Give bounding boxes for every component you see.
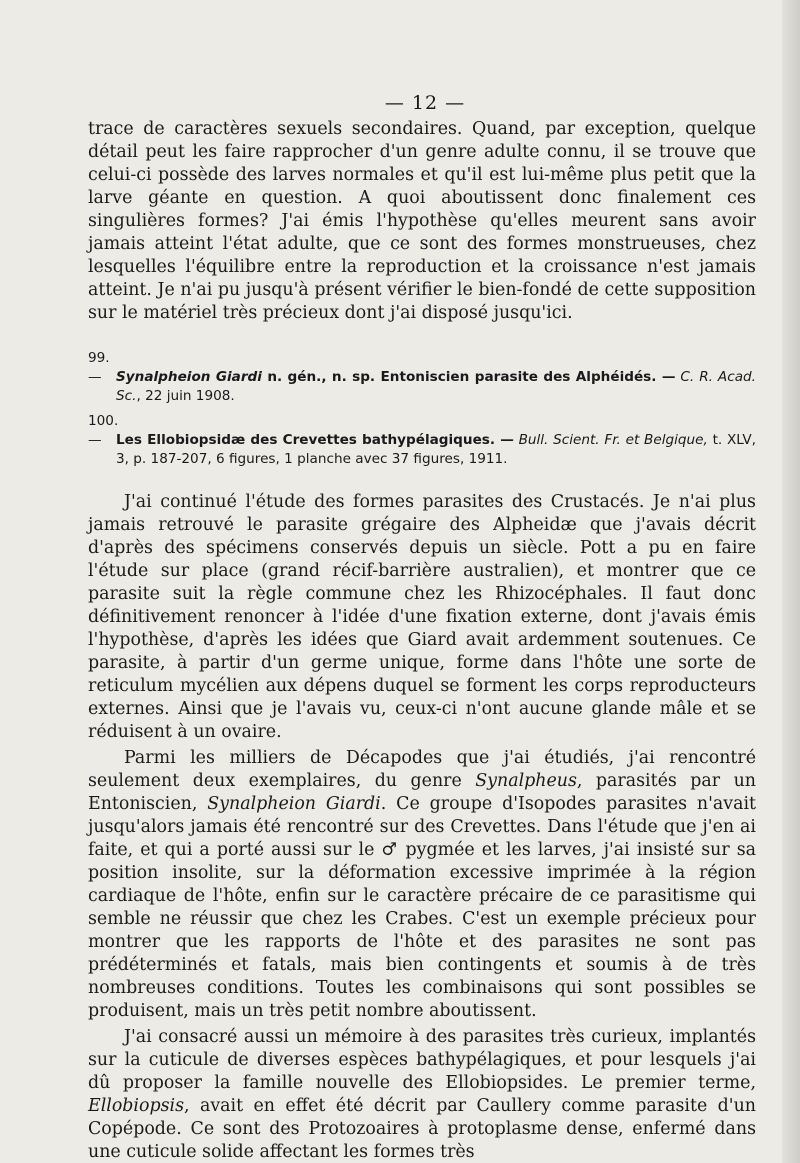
- reference-title: n. gén., n. sp. Entoniscien parasite des Alphéidés. —: [261, 369, 676, 385]
- reference-number: 100. —: [88, 413, 119, 448]
- reference-number: 99. —: [88, 350, 110, 385]
- paragraph-entoniscien: [88, 747, 756, 1023]
- paragraph-ellobiopsides: [88, 1026, 756, 1163]
- reference-details: , 22 juin 1908.: [136, 388, 235, 404]
- reference-journal: C. R. Acad. Sc.: [116, 369, 756, 404]
- page-edge-shadow: [782, 0, 800, 1163]
- reference-99: [88, 349, 756, 406]
- genus-name: Ellobiopsis: [88, 1096, 184, 1116]
- genus-name: Synalpheus: [475, 771, 577, 791]
- reference-100: [88, 412, 756, 469]
- paragraph-text: Parmi les milliers de Décapodes que j'ai étudiés, j'ai rencontré seulement deux exemplaires, du genre: [88, 748, 756, 791]
- reference-journal: Bull. Scient. Fr. et Belgique,: [518, 432, 708, 448]
- spacer: [88, 325, 756, 349]
- paragraph-text: J'ai consacré aussi un mémoire à des parasites très curieux, implantés sur la cuticule de diverses espèces bathypélagiques, et pour lesquels j'ai dû proposer la famille nouvelle des Ellobiopsides. Le premier terme,: [88, 1027, 756, 1093]
- reference-details: t. XLV, 3, p. 187-207, 6 figures, 1 planche avec 37 figures, 1911.: [116, 432, 756, 467]
- page-number: — 12 —: [384, 92, 466, 114]
- reference-title-italic: Synalpheion Giardi: [116, 369, 262, 385]
- paragraph-text: , avait en effet été décrit par Caullery comme parasite d'un Copépode. Ce sont des Protozoaires à protoplasme dense, enfermé dans une cuticule solide affectant les formes très: [88, 1096, 756, 1162]
- spacer: [88, 469, 756, 491]
- reference-title: Les Ellobiopsidæ des Crevettes bathypélagiques. —: [116, 432, 514, 448]
- paragraph-text: . Ce groupe d'Isopodes parasites n'avait jusqu'alors jamais été rencontré sur des Crevettes. Dans l'étude que j'en ai faite, et qui a porté aussi sur le ♂ pygmée et les larves, j'ai insisté sur sa position insolite, sur la déformation excessive imprimée à la région cardiaque de l'hôte, enfin sur le caractère précaire de ce parasitisme qui semble ne réussir que chez les Crabes. C'est un exemple précieux pour montrer que les rapports de l'hôte et des parasites ne sont pas prédéterminés et fatals, mais bien contingents et soumis à de très nombreuses conditions. Toutes les combinaisons qui sont possibles se produisent, mais un très petit nombre aboutissent.: [88, 794, 756, 1021]
- paragraph-text: , parasités par un Entoniscien,: [88, 771, 756, 814]
- body-text: [88, 118, 756, 1163]
- intro-paragraph: trace de caractères sexuels secondaires. Quand, par exception, quelque détail peut les faire rapprocher d'un genre adulte connu, il se trouve que celui-ci possède des larves normales et qu'il est lui-même plus petit que la larve géante en question. A quoi aboutissent donc finalement ces singulières formes? J'ai émis l'hypothèse qu'elles meurent sans avoir jamais atteint l'état adulte, que ce sont des formes monstrueuses, chez lesquelles l'équilibre entre la reproduction et la croissance n'est jamais atteint. Je n'ai pu jusqu'à présent vérifier le bien-fondé de cette supposition sur le matériel très précieux dont j'ai disposé jusqu'ici.: [88, 119, 756, 323]
- paragraph-crustacean-parasites: J'ai continué l'étude des formes parasites des Crustacés. Je n'ai plus jamais retrouvé le parasite grégaire des Alpheidæ que j'avais décrit d'après des spécimens conservés depuis un siècle. Pott a pu en faire l'étude sur place (grand récif-barrière australien), et montrer que ce parasite suit la règle commune chez les Rhizocéphales. Il faut donc définitivement renoncer à l'idée d'une fixation externe, dont j'avais émis l'hypothèse, d'après les idées que Giard avait ardemment soutenues. Ce parasite, à partir d'un germe unique, forme dans l'hôte une sorte de reticulum mycélien aux dépens duquel se forment les corps reproducteurs externes. Ainsi que je l'avais vu, ceux-ci n'ont aucune glande mâle et se réduisent à un ovaire.: [88, 492, 756, 742]
- species-name: Synalpheion Giardi: [207, 794, 381, 814]
